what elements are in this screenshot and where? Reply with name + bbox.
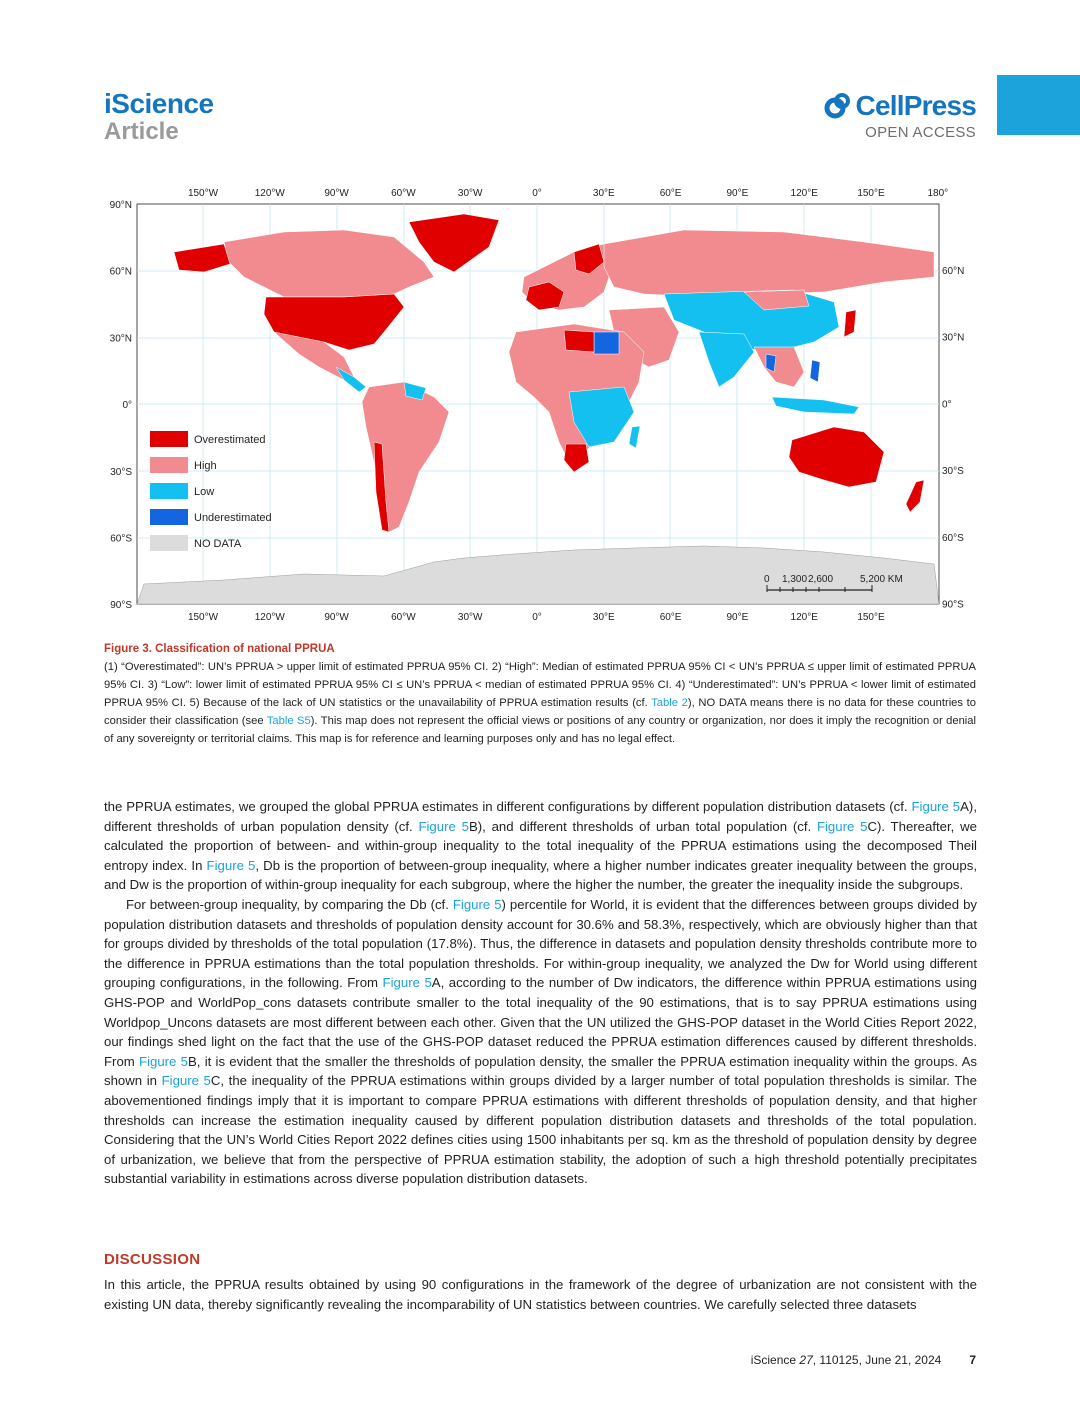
- ticks-right-3: 30°S: [942, 466, 964, 478]
- ticks-bottom-7: 60°E: [659, 612, 682, 623]
- publisher-name: CellPress: [855, 90, 976, 121]
- ticks-top-2: 90°W: [324, 188, 349, 199]
- figure-5-link[interactable]: Figure 5: [206, 857, 256, 873]
- scale-label-5200: 5,200 KM: [860, 574, 903, 585]
- ticks-right-0: 60°N: [942, 266, 965, 277]
- ticks-top-1: 120°W: [254, 188, 285, 199]
- region-egypt: [594, 332, 619, 354]
- figure-5-link[interactable]: Figure 5: [382, 975, 432, 991]
- ticks-top-6: 30°E: [592, 188, 615, 199]
- discussion-text: [104, 1275, 977, 1314]
- legend-label-0: Overestimated: [194, 434, 266, 446]
- world-map-figure: [104, 182, 980, 632]
- body-text: [104, 797, 977, 1189]
- legend-swatch-3: [150, 509, 188, 525]
- scale-label-2600: 2,600: [808, 574, 834, 585]
- ticks-right-2: 0°: [942, 399, 952, 411]
- ticks-left-4: 30°S: [110, 466, 132, 478]
- ticks-right-1: 30°N: [942, 332, 965, 344]
- legend-swatch-4: [150, 535, 188, 551]
- ticks-left-6: 90°S: [110, 600, 132, 612]
- ticks-left-0: 90°N: [109, 200, 132, 211]
- figure-5-link[interactable]: Figure 5: [911, 799, 961, 814]
- ticks-top-9: 120°E: [790, 188, 818, 199]
- ticks-bottom-2: 90°W: [324, 612, 349, 623]
- scale-label-0: 0: [764, 574, 770, 585]
- ticks-left-2: 30°N: [109, 333, 132, 345]
- ticks-top-3: 60°W: [391, 188, 416, 199]
- ticks-top-0: 150°W: [187, 188, 219, 199]
- ticks-top-4: 30°W: [457, 188, 483, 199]
- legend-swatch-0: [150, 431, 188, 447]
- ticks-bottom-5: 0°: [532, 612, 542, 623]
- paragraph-1: the PPRUA estimates, we grouped the global PPRUA estimates in different configurations by different population distribution datasets (cf. Figure 5A), different thresholds of urban population density (cf. Figure 5B), and different thresholds of urban total population (cf. Figure 5C). Thereafter, we calculated the proportion of between- and within-group inequality to the total inequality of the PPRUA estimations using the decomposed Theil entropy index. In Figure 5, Db is the proportion of between-group inequality, where a higher number indicates greater inequality between the groups, and Dw is the proportion of within-group inequality for each subgroup, where the higher the number, the greater the inequality inside the subgroups.: [104, 799, 977, 893]
- ticks-left-3: 0°: [122, 400, 132, 412]
- bottom-axis-ticks: [188, 612, 885, 623]
- scale-label-1300: 1,300: [782, 574, 808, 585]
- ticks-right-4: 60°S: [942, 532, 964, 544]
- page-number: 7: [969, 1353, 976, 1367]
- journal-masthead: [104, 90, 214, 144]
- ticks-bottom-9: 120°E: [790, 612, 818, 623]
- ticks-bottom-3: 60°W: [391, 612, 416, 623]
- footer-journal: iScience: [750, 1353, 800, 1367]
- ticks-left-1: 60°N: [109, 266, 132, 278]
- caption-title: Figure 3. Classification of national PPRUA: [104, 643, 335, 655]
- corner-tab: [997, 75, 1080, 135]
- top-axis-ticks: [188, 188, 948, 199]
- ticks-top-10: 150°E: [857, 188, 885, 199]
- figure-5-link[interactable]: Figure 5: [418, 818, 469, 834]
- ticks-right-5: 90°S: [942, 599, 964, 611]
- map-svg: [104, 182, 980, 632]
- legend-swatch-1: [150, 457, 188, 473]
- legend-label-1: High: [194, 460, 217, 472]
- left-axis-ticks: [110, 200, 133, 611]
- open-access-label: OPEN ACCESS: [865, 124, 976, 141]
- legend-label-4: NO DATA: [194, 538, 242, 550]
- cellpress-logo-icon: [824, 92, 852, 120]
- legend-swatch-2: [150, 483, 188, 499]
- table-s5-link[interactable]: Table S5: [266, 715, 311, 727]
- right-axis-ticks: [942, 266, 964, 611]
- region-libya: [564, 330, 594, 352]
- table-2-link[interactable]: Table 2: [651, 697, 688, 709]
- ticks-bottom-1: 120°W: [254, 612, 285, 623]
- ticks-top-5: 0°: [532, 188, 542, 199]
- ticks-bottom-4: 30°W: [457, 612, 483, 623]
- figure-5-link[interactable]: Figure 5: [139, 1053, 188, 1069]
- footer-volume: 27: [799, 1353, 813, 1367]
- ticks-bottom-10: 150°E: [857, 612, 885, 623]
- ticks-left-5: 60°S: [110, 533, 132, 545]
- legend-label-2: Low: [194, 486, 215, 498]
- figure-caption: [104, 640, 976, 748]
- paragraph-3: In this article, the PPRUA results obtained by using 90 configurations in the framework of the degree of urbanization are not consistent with the existing UN data, thereby significantly revealing the incomparability of UN statistics between countries. We carefully selected three datasets: [104, 1277, 977, 1312]
- figure-5-link[interactable]: Figure 5: [161, 1073, 211, 1089]
- page-footer: [751, 1353, 976, 1367]
- ticks-top-7: 60°E: [659, 188, 682, 199]
- section-heading-discussion: DISCUSSION: [104, 1251, 201, 1268]
- ticks-bottom-8: 90°E: [726, 612, 749, 623]
- caption-body: (1) “Overestimated”: UN’s PPRUA > upper limit of estimated PPRUA 95% CI. 2) “High”: Median of estimated PPRUA 95% CI < UN’s PPRUA ≤ upper limit of estimated PPRUA 95% CI. 3) “Low”: lower limit of estimated PPRUA 95% CI ≤ UN’s PPRUA < median of estimated PPRUA 95% CI. 4) “Underestimated”: UN’s PPRUA < lower limit of estimated PPRUA 95% CI. 5) Because of the lack of UN statistics or the unavailability of PPRUA estimation results (cf. Table 2), NO DATA means there is no data for these countries to consider their classification (see Table S5). This map does not represent the official views or positions of any country or organization, nor does it imply the recognition or denial of any sovereignty or territorial claims. This map is for reference and learning purposes only and has no legal effect.: [104, 661, 976, 745]
- paragraph-2: For between-group inequality, by comparing the Db (cf. Figure 5) percentile for World, it is evident that the differences between groups divided by population distribution datasets and thresholds of population density account for 30.6% and 58.3%, respectively, which are obviously higher than that for groups divided by thresholds of the total population (17.8%). Thus, the difference in datasets and population density thresholds contribute more to the difference in PPRUA estimations than the total population thresholds. For within-group inequality, we analyzed the Dw for World using different grouping configurations, in the following. From Figure 5A, according to the number of Dw indicators, the difference within PPRUA estimations using GHS-POP and WorldPop_cons datasets contribute smaller to the total inequality of the 90 estimations, that is to say PPRUA estimations using Worldpop_Uncons datasets are most different between each other. Given that the UN utilized the GHS-POP dataset in the World Cities Report 2022, our findings shed light on the fact that the use of the GHS-POP dataset reduced the PPRUA estimation differences caused by different thresholds. From Figure 5B, it is evident that the smaller the thresholds of population density, the smaller the PPRUA estimation inequality within the groups. As shown in Figure 5C, the inequality of the PPRUA estimations within groups divided by a larger number of total population thresholds is similar. The abovementioned findings imply that it is important to compare PPRUA estimations with different thresholds of population density, and that higher thresholds can increase the estimation inequality caused by different population distribution datasets and thresholds of the total population. Considering that the UN’s World Cities Report 2022 defines cities using 1500 inhabitants per sq. km as the threshold of population density by degree of urbanization, we believe that from the perspective of PPRUA estimation stability, the adoption of such a high threshold potentially precipitates substantial variability in estimations across diverse population distribution datasets.: [104, 896, 977, 1187]
- article-type: Article: [104, 118, 179, 145]
- ticks-top-11: 180°: [927, 188, 949, 199]
- publisher-logo: [824, 92, 976, 141]
- ticks-bottom-0: 150°W: [187, 612, 219, 623]
- figure-5-link[interactable]: Figure 5: [452, 896, 502, 912]
- figure-5-link[interactable]: Figure 5: [816, 818, 868, 834]
- journal-name: iScience: [104, 88, 214, 119]
- legend-label-3: Underestimated: [194, 512, 272, 524]
- ticks-bottom-6: 30°E: [592, 612, 615, 623]
- footer-citation: , 110125, June 21, 2024: [812, 1353, 942, 1367]
- ticks-top-8: 90°E: [726, 188, 749, 199]
- region-philippines: [810, 360, 820, 382]
